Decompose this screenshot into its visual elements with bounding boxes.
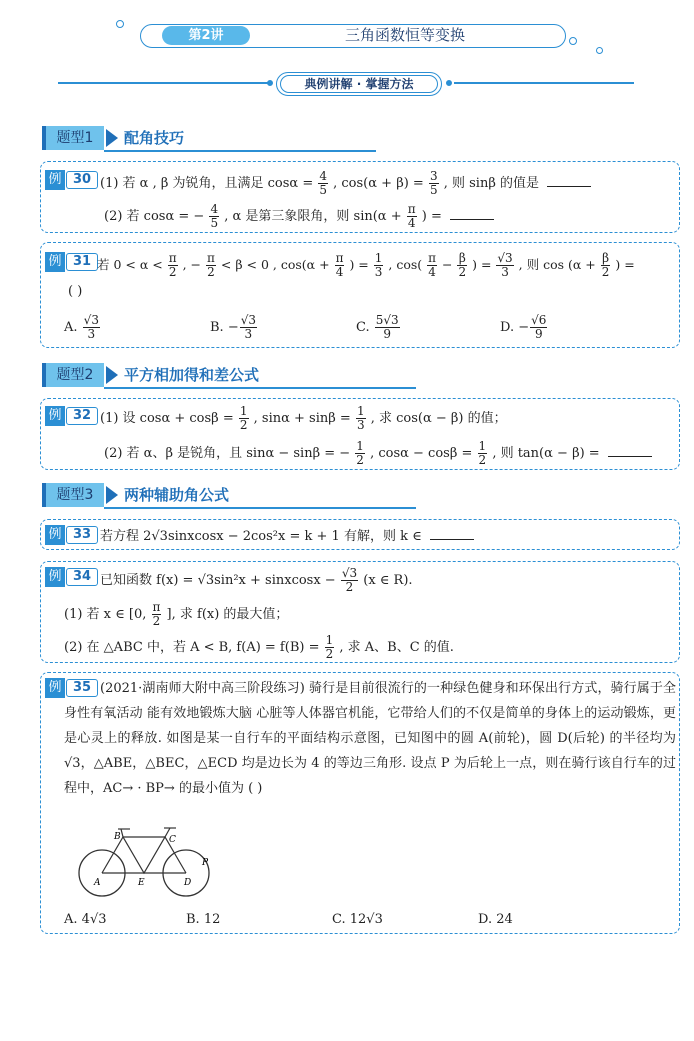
text: , − xyxy=(182,257,202,272)
numerator: √6 xyxy=(531,313,547,327)
text: , sinα + sinβ = xyxy=(253,411,351,426)
section-title: 配角技巧 xyxy=(124,129,185,147)
answer-blank[interactable] xyxy=(547,172,591,187)
fraction xyxy=(168,252,178,279)
example-tag xyxy=(45,525,98,545)
fraction xyxy=(318,170,328,197)
text: , cosα − cosβ = xyxy=(370,446,473,461)
stem xyxy=(121,829,123,837)
text: < β < 0 , cos(α + xyxy=(220,257,330,272)
example-number: 35 xyxy=(66,679,98,697)
question-line xyxy=(100,525,474,547)
question-line xyxy=(104,203,494,230)
question-line xyxy=(100,405,507,432)
fraction xyxy=(341,567,358,594)
example-char: 例 xyxy=(45,525,65,545)
text: ) = xyxy=(615,257,635,272)
numerator: √3 xyxy=(341,566,358,580)
banner-line-left xyxy=(58,82,270,84)
question-line xyxy=(100,567,413,594)
fraction xyxy=(239,405,249,432)
text: ) = xyxy=(472,257,492,272)
fraction xyxy=(356,405,366,432)
decor-dot xyxy=(446,80,452,86)
label-a: A xyxy=(94,878,101,888)
example-tag xyxy=(45,567,98,587)
option-a[interactable] xyxy=(64,910,107,930)
question-line xyxy=(104,440,652,467)
text: (1) 设 cosα + cosβ = xyxy=(100,411,234,426)
example-number: 33 xyxy=(66,526,98,544)
fraction xyxy=(374,252,384,279)
text: (2) 若 cosα = − xyxy=(104,209,205,224)
fraction xyxy=(530,314,547,341)
section-underline xyxy=(104,507,416,509)
option-b[interactable] xyxy=(186,910,220,930)
lecture-title: 三角函数恒等变换 xyxy=(344,26,465,44)
text: (2) 在 △ABC 中，若 A < B, f(A) = f(B) = xyxy=(64,640,320,655)
denominator: 2 xyxy=(458,265,467,279)
label-e: E xyxy=(138,878,145,888)
label-c: C xyxy=(169,835,176,845)
example-char: 例 xyxy=(45,170,65,190)
text: 若 0 < α < xyxy=(97,257,163,272)
denominator: 2 xyxy=(239,418,248,432)
fraction xyxy=(206,252,216,279)
denominator: 9 xyxy=(383,327,392,341)
fraction xyxy=(601,252,611,279)
fraction xyxy=(457,252,467,279)
answer-paren: ( ) xyxy=(68,284,83,299)
section-label: 题型3 xyxy=(42,483,104,507)
triangle-icon xyxy=(106,486,118,504)
numerator: √3 xyxy=(240,313,257,327)
option-d[interactable] xyxy=(478,910,513,930)
numerator: π xyxy=(428,251,437,265)
denominator: 2 xyxy=(345,580,354,594)
fraction xyxy=(496,252,513,279)
numerator: π xyxy=(168,251,177,265)
example-number: 32 xyxy=(66,407,98,425)
denominator: 4 xyxy=(407,216,416,230)
label-p: P xyxy=(202,858,209,868)
section-title: 两种辅助角公式 xyxy=(124,486,230,504)
denominator: 3 xyxy=(244,327,253,341)
bicycle-figure xyxy=(78,825,238,905)
denominator: 2 xyxy=(152,614,161,628)
option-value: 24 xyxy=(496,912,513,927)
decor-dot xyxy=(267,80,273,86)
denominator: 3 xyxy=(356,418,365,432)
text: , 则 cos (α + xyxy=(518,257,596,272)
denominator: 2 xyxy=(325,647,334,661)
text: ) = xyxy=(421,209,442,224)
denominator: 3 xyxy=(374,265,383,279)
option-c[interactable] xyxy=(332,910,383,930)
denominator: 5 xyxy=(319,183,327,197)
numerator: π xyxy=(152,600,161,614)
text: , 则 sinβ 的值是 xyxy=(443,176,539,191)
section-label: 题型2 xyxy=(42,363,104,387)
numerator: π xyxy=(407,202,416,216)
banner-line-right xyxy=(454,82,634,84)
numerator: 3 xyxy=(429,169,438,183)
denominator: 5 xyxy=(429,183,438,197)
numerator: 1 xyxy=(325,633,334,647)
text: , cos( xyxy=(388,257,423,272)
denominator: 4 xyxy=(335,265,344,279)
text: − xyxy=(442,257,453,272)
numerator: 4 xyxy=(319,169,327,183)
denominator: 2 xyxy=(207,265,215,279)
denominator: 9 xyxy=(534,327,543,341)
question-line xyxy=(100,170,591,197)
lecture-label: 第2讲 xyxy=(162,26,250,45)
text: (1) 若 α , β 为锐角，且满足 cosα = xyxy=(100,176,314,191)
text: , 则 tan(α − β) = xyxy=(492,446,600,461)
question-line xyxy=(97,252,635,279)
question-line xyxy=(64,634,454,661)
denominator: 5 xyxy=(210,216,219,230)
denominator: 2 xyxy=(168,265,177,279)
answer-blank[interactable] xyxy=(608,442,652,457)
option-sign: − xyxy=(518,320,530,335)
text: (1) 若 x ∈ [0, xyxy=(64,607,147,622)
fraction xyxy=(375,314,400,341)
fraction xyxy=(83,314,100,341)
question-paragraph xyxy=(64,676,676,801)
option-value: 4√3 xyxy=(81,912,107,927)
fraction xyxy=(407,203,417,230)
section-banner-text: 典例讲解 · 掌握方法 xyxy=(280,75,438,93)
text: (2021·湖南师大附中高三阶段练习) 骑行是目前很流行的一种绿色健身和环保出行方式，骑行属于全身性有氧活动 能有效地锻炼大脑 心脏等人体器官机能，它带给人们的不仅是简单的身体上的运动锻炼，更是心灵上的释放. 如图是某一自行车的平面结构示意图，已知图中的圆 A(前轮)，圆 D(后轮) 的半径均为 √3，△ABE，△BEC，△ECD 均是边长为 4 的等边三角形. 设点 P 为后轮上一点，则在骑行该自行车的过程中，AC→ · BP→ 的最小值为 ( ) xyxy=(64,681,676,796)
numerator: π xyxy=(207,251,215,265)
denominator: 4 xyxy=(428,265,436,279)
option-sign: − xyxy=(227,320,239,335)
numerator: 1 xyxy=(478,439,487,453)
numerator: 5√3 xyxy=(375,313,399,327)
fraction xyxy=(355,440,365,467)
option-letter: D. xyxy=(478,912,493,927)
fraction xyxy=(429,170,439,197)
section-title: 平方相加得和差公式 xyxy=(124,366,260,384)
denominator: 2 xyxy=(478,453,487,467)
numerator: 1 xyxy=(374,251,383,265)
decor-dot xyxy=(596,47,603,54)
question-line xyxy=(64,601,288,628)
section-underline xyxy=(104,387,416,389)
text: 已知函数 f(x) = √3sin²x + sinxcosx − xyxy=(100,573,336,588)
answer-blank[interactable] xyxy=(450,205,494,220)
denominator: 3 xyxy=(501,265,509,279)
section-label: 题型1 xyxy=(42,126,104,150)
text: ) = xyxy=(349,257,369,272)
fraction xyxy=(209,203,219,230)
example-number: 31 xyxy=(66,253,98,271)
text: , 求 A、B、C 的值. xyxy=(339,640,454,655)
example-tag xyxy=(45,170,98,190)
option-letter: B. xyxy=(210,320,224,335)
example-number: 30 xyxy=(66,171,98,189)
fraction xyxy=(478,440,488,467)
denominator: 3 xyxy=(87,327,96,341)
text: , cos(α + β) = xyxy=(333,176,424,191)
option-a[interactable] xyxy=(64,314,101,341)
numerator: √3 xyxy=(497,251,513,265)
example-tag xyxy=(45,252,98,272)
fraction xyxy=(240,314,257,341)
answer-blank[interactable] xyxy=(430,525,474,540)
numerator: √3 xyxy=(83,313,99,327)
numerator: 4 xyxy=(210,202,219,216)
option-d[interactable] xyxy=(500,314,548,341)
example-char: 例 xyxy=(45,252,65,272)
triangle-icon xyxy=(106,129,118,147)
option-value: 12√3 xyxy=(349,912,383,927)
option-value: 12 xyxy=(203,912,221,927)
decor-dot xyxy=(116,20,124,28)
text: (x ∈ R). xyxy=(363,573,413,588)
example-char: 例 xyxy=(45,406,65,426)
section-underline xyxy=(104,150,376,152)
numerator: 1 xyxy=(239,404,248,418)
example-number: 34 xyxy=(66,568,98,586)
triangle-icon xyxy=(106,366,118,384)
fraction xyxy=(152,601,162,628)
numerator: 1 xyxy=(356,404,365,418)
text: (2) 若 α、β 是锐角，且 sinα − sinβ = − xyxy=(104,446,351,461)
label-d: D xyxy=(184,878,192,888)
example-tag xyxy=(45,406,98,426)
fraction xyxy=(427,252,437,279)
denominator: 2 xyxy=(601,265,610,279)
decor-dot xyxy=(569,37,577,45)
fraction xyxy=(325,634,335,661)
text: , α 是第三象限角，则 sin(α + xyxy=(224,209,402,224)
option-letter: A. xyxy=(64,320,78,335)
text: ], 求 f(x) 的最大值； xyxy=(166,607,289,622)
label-b: B xyxy=(114,832,121,842)
option-c[interactable] xyxy=(356,314,401,341)
example-char: 例 xyxy=(45,678,65,698)
option-letter: C. xyxy=(356,320,370,335)
fraction xyxy=(335,252,345,279)
text: , 求 cos(α − β) 的值； xyxy=(370,411,507,426)
numerator: β xyxy=(458,251,466,265)
example-char: 例 xyxy=(45,567,65,587)
option-letter: A. xyxy=(64,912,78,927)
option-letter: D. xyxy=(500,320,515,335)
option-letter: C. xyxy=(332,912,346,927)
numerator: β xyxy=(602,251,610,265)
numerator: π xyxy=(335,251,344,265)
numerator: 1 xyxy=(356,439,364,453)
option-b[interactable] xyxy=(210,314,258,341)
option-letter: B. xyxy=(186,912,200,927)
text: 若方程 2√3sinxcosx − 2cos²x = k + 1 有解，则 k ∈ xyxy=(100,529,422,544)
denominator: 2 xyxy=(356,453,364,467)
